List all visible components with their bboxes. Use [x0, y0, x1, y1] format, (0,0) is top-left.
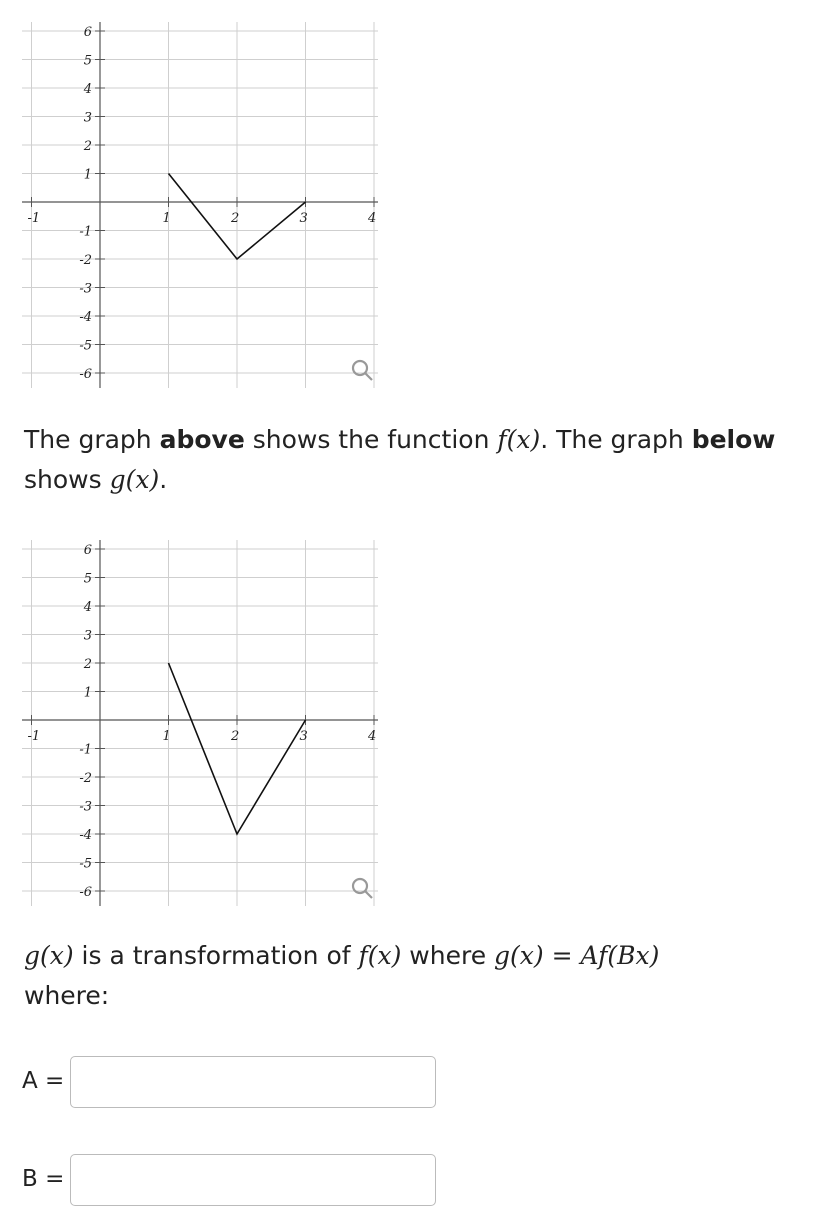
y-tick-label: -1: [79, 224, 92, 240]
y-tick-label: -5: [79, 338, 92, 354]
magnifier-handle: [365, 891, 372, 898]
graph-g-canvas: [0, 536, 400, 906]
y-tick-label: 5: [83, 53, 92, 69]
x-tick-label: 3: [299, 729, 308, 744]
x-tick-label: 3: [299, 211, 308, 226]
y-tick-label: 1: [83, 167, 92, 183]
grid-lines: [22, 540, 378, 906]
b-label: B =: [22, 1166, 65, 1192]
magnifier-handle: [365, 373, 372, 380]
y-tick-label: 4: [83, 82, 92, 97]
grid-lines: [22, 22, 378, 388]
x-tick-label: 1: [162, 729, 171, 744]
b-input[interactable]: [70, 1154, 436, 1206]
y-tick-label: 1: [83, 685, 92, 701]
x-tick-label: 2: [231, 729, 240, 744]
y-tick-label: 6: [83, 25, 92, 40]
y-tick-label: 5: [83, 571, 92, 587]
x-tick-label: -1: [27, 211, 41, 226]
y-tick-label: -1: [79, 742, 92, 758]
a-input[interactable]: [70, 1056, 436, 1108]
y-tick-label: 4: [83, 600, 92, 615]
y-tick-label: -2: [79, 253, 92, 268]
y-tick-label: -6: [79, 885, 92, 900]
x-tick-label: 4: [368, 211, 377, 226]
x-tick-label: -1: [27, 729, 41, 744]
y-tick-label: 3: [83, 110, 92, 126]
x-tick-label: 1: [162, 211, 171, 226]
graph-description: The graph above shows the function f(x). The graph below shows g(x).: [24, 425, 776, 494]
y-tick-label: 6: [83, 543, 92, 558]
graph-g: [0, 536, 400, 921]
y-tick-label: 2: [83, 139, 92, 154]
y-tick-label: -3: [79, 799, 92, 815]
y-tick-label: -6: [79, 367, 92, 382]
transformation-description: g(x) is a transformation of f(x) where g(x) = Af(Bx) where:: [24, 941, 660, 1010]
graph-f-canvas: [0, 18, 400, 388]
y-tick-label: 2: [83, 657, 92, 672]
magnifier-icon[interactable]: [353, 879, 372, 898]
y-tick-label: -3: [79, 281, 92, 297]
x-tick-label: 4: [368, 729, 377, 744]
y-tick-label: 3: [83, 628, 92, 644]
graph-f: [0, 18, 400, 403]
y-tick-label: -5: [79, 856, 92, 872]
a-label: A =: [22, 1068, 65, 1094]
magnifier-icon[interactable]: [353, 361, 372, 380]
y-tick-label: -2: [79, 771, 92, 786]
y-tick-label: -4: [79, 310, 92, 325]
x-tick-label: 2: [231, 211, 240, 226]
y-tick-label: -4: [79, 828, 92, 843]
